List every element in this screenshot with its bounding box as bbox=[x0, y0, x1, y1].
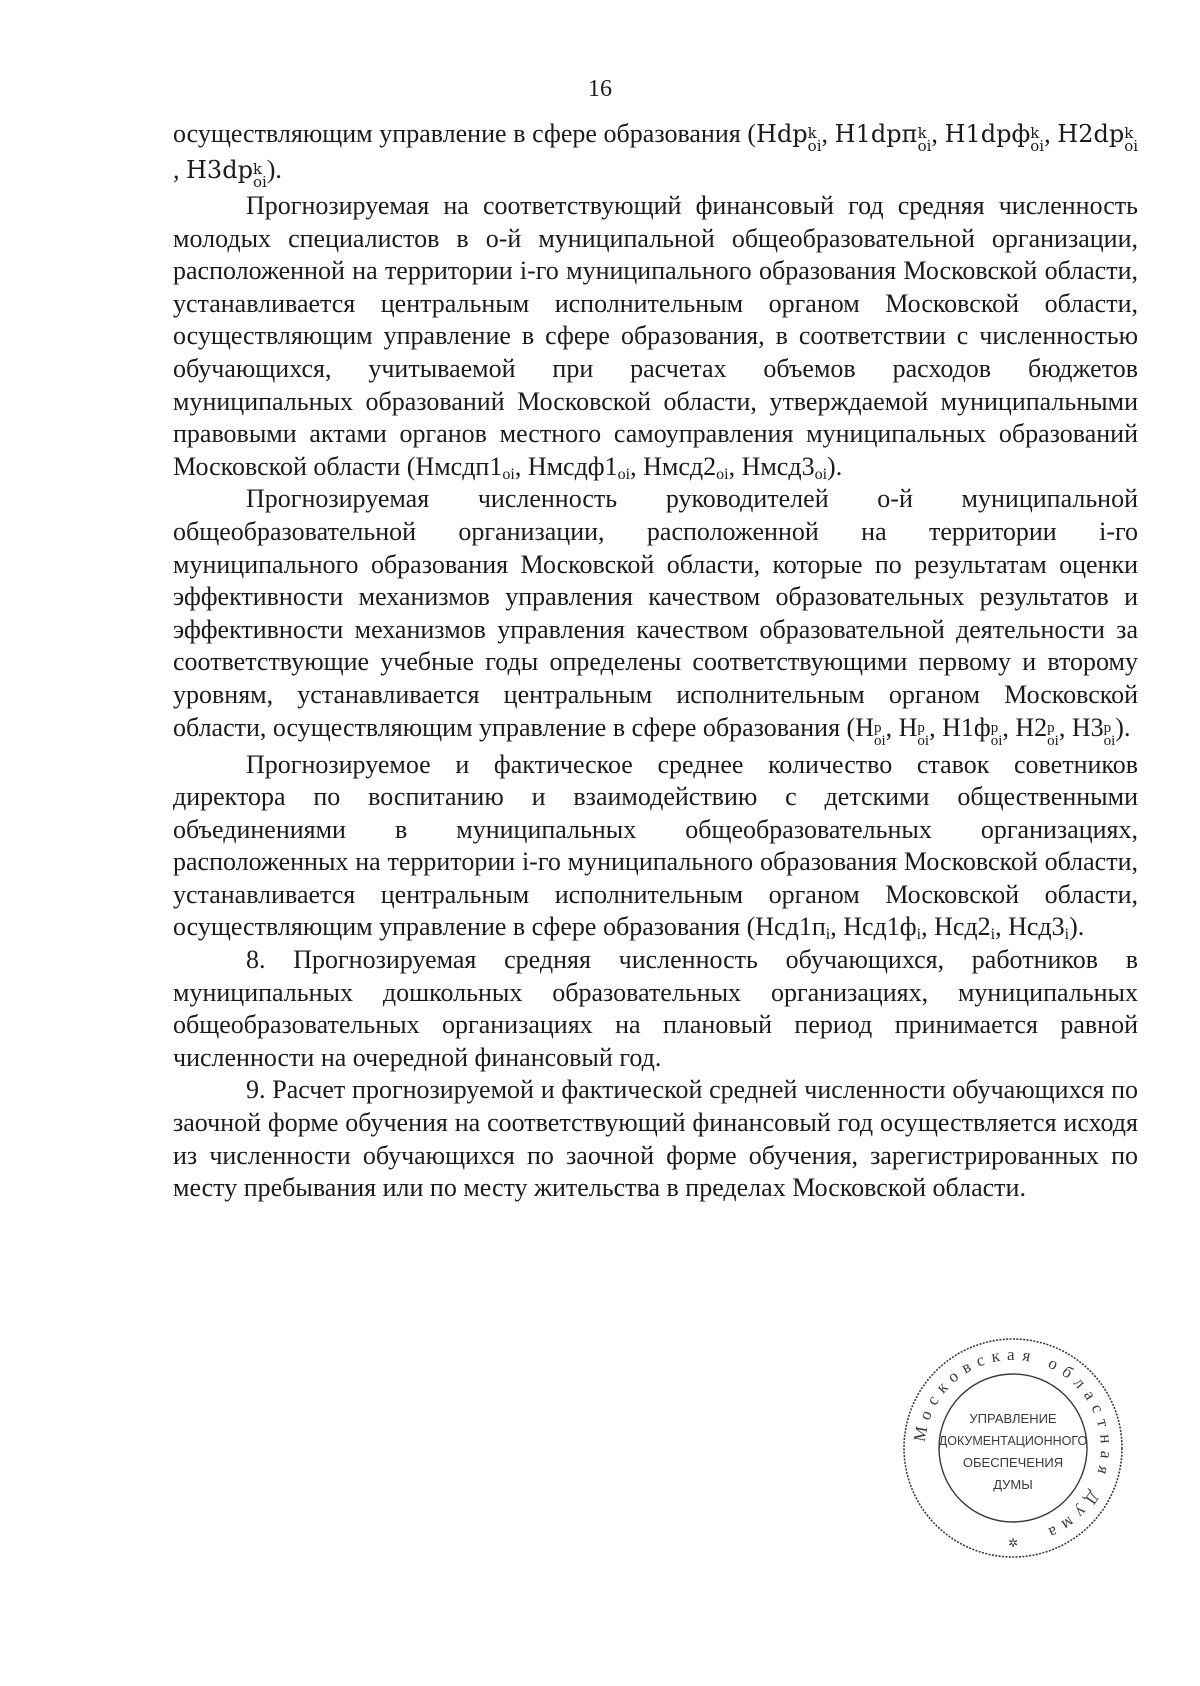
paragraph-3-text: Прогнозируемая численность руководителей о-й муниципальной общеобразовательной организации, расположенной на территории i-го муниципального образования Московской области, которые по результатам оценки эффективности механизмов управления качеством образовательных результатов и эффективности механизмов управления качеством образовательной деятельности за соответствующие учебные годы определены соответствующими первому и второму уровням, устанавливается центральным исполнительным органом Московской области, осуществляющим управление в сфере образования ( bbox=[173, 484, 1138, 742]
formula-h2p: H2 p oi bbox=[1015, 712, 1059, 749]
paragraph-2: Прогнозируемая на соответствующий финансовый год средняя численность молодых специалистов в о-й муниципальной общеобразовательной организации, расположенной на территории i-го муниципального образования Московской области, устанавливается центральным исполнительным органом Московской области, осуществляющим управление в сфере образования, в соответствии с численностью обучающихся, учитываемой при расчетах объемов расходов бюджетов муниципальных образований Московской области, утверждаемой муниципальными правовыми актами органов местного самоуправления муниципальных образований Московской области ($Нмсдп1_{oi}$, $Нмсдф1_{oi}$, $Нмсд2_{oi}$, $Нмсд3_{oi}$). bbox=[173, 191, 1138, 483]
formula-h1fp: H1ф p oi bbox=[942, 712, 1003, 749]
formula-h2dp: H2dp k oi bbox=[1057, 120, 1139, 155]
stamp-star-icon: ✲ bbox=[1007, 1536, 1019, 1550]
paragraph-6: 9. Расчет прогнозируемой и фактической средней численности обучающихся по заочной форме обучения на соответствующий финансовый год осуществляется исходя из численности обучающихся по заочной форме обучения, зарегистрированных по месту пребывания или по месту жительства в пределах Московской области. bbox=[173, 1075, 1138, 1203]
paragraph-5: 8. Прогнозируемая средняя численность обучающихся, работников в муниципальных дошкольных образовательных организациях, муниципальных общеобразовательных организациях на плановый период принимается равной численности на очередной финансовый год. bbox=[173, 945, 1138, 1072]
formula-h3dp: H3dp k oi bbox=[186, 156, 267, 191]
formula-hp-2: H p oi bbox=[898, 712, 930, 749]
stamp-ring-text: Московская областная Дума bbox=[909, 1344, 1117, 1546]
official-stamp bbox=[900, 1335, 1126, 1561]
stamp-outer-ring bbox=[904, 1339, 1122, 1557]
stamp-inner-ring bbox=[939, 1374, 1087, 1522]
formula-nmsd3: $Нмсд3_{oi}$ bbox=[741, 451, 828, 483]
page-number: 16 bbox=[588, 76, 612, 102]
formula-nsd1f: $Нсд1ф_i$ bbox=[843, 912, 922, 944]
formula-nmsdp1: $Нмсдп1_{oi}$ bbox=[415, 451, 515, 483]
paragraph-4: Прогнозируемое и фактическое среднее количество ставок советников директора по воспитанию и взаимодействию с детскими общественными объединениями в муниципальных общеобразовательных организациях, расположенных на территории i-го муниципального образования Московской области, устанавливается центральным исполнительным органом Московской области, осуществляющим управление в сфере образования ($Нсд1п_i$, $Нсд1ф_i$, $Нсд2_i$, $Нсд3_i$). bbox=[173, 749, 1138, 944]
stamp-line-2: ДОКУМЕНТАЦИОННОГО bbox=[938, 1434, 1088, 1448]
document-body bbox=[173, 118, 1138, 1205]
formula-hdp: Hdp k oi bbox=[756, 120, 822, 155]
formula-h1dpp: H1dpп k oi bbox=[834, 120, 932, 155]
formula-nsd1p: $Нсд1п_i$ bbox=[755, 912, 831, 944]
stamp-line-4: ДУМЫ bbox=[993, 1477, 1033, 1492]
formula-h3p: H3 p oi bbox=[1071, 712, 1116, 749]
paragraph-4-text: Прогнозируемое и фактическое среднее количество ставок советников директора по воспитанию и взаимодействию с детскими общественными объединениями в муниципальных общеобразовательных организациях, расположенных на территории i-го муниципального образования Московской области, устанавливается центральным исполнительным органом Московской области, осуществляющим управление в сфере образования ( bbox=[173, 749, 1138, 942]
formula-nsd3: $Нсд3_i$ bbox=[1008, 912, 1070, 944]
formula-nsd2: $Нсд2_i$ bbox=[934, 912, 996, 944]
paragraph-3: Прогнозируемая численность руководителей о-й муниципальной общеобразовательной организации, расположенной на территории i-го муниципального образования Московской области, которые по результатам оценки эффективности механизмов управления качеством образовательных результатов и эффективности механизмов управления качеством образовательной деятельности за соответствующие учебные годы определены соответствующими первому и второму уровням, устанавливается центральным исполнительным органом Московской области, осуществляющим управление в сфере образования (H p oi , H p oi , H1ф p oi , H2 p oi , H3 p oi ). bbox=[173, 484, 1138, 749]
formula-h1dpf: H1dpф k oi bbox=[944, 120, 1045, 155]
formula-hp-1: H p oi bbox=[855, 712, 886, 749]
paragraph-2-text: Прогнозируемая на соответствующий финансовый год средняя численность молодых специалистов в о-й муниципальной общеобразовательной организации, расположенной на территории i-го муниципального образования Московской области, устанавливается центральным исполнительным органом Московской области, осуществляющим управление в сфере образования, в соответствии с численностью обучающихся, учитываемой при расчетах объемов расходов бюджетов муниципальных образований Московской области, утверждаемой муниципальными правовыми актами органов местного самоуправления муниципальных образований Московской области ( bbox=[173, 191, 1138, 481]
stamp-line-1: УПРАВЛЕНИЕ bbox=[969, 1411, 1057, 1426]
paragraph-1: осуществляющим управление в сфере образования (Hdp k oi , H1dpп k oi , H1dpф k oi , H2dp k oi , H3dp k oi ). bbox=[173, 119, 1139, 191]
stamp-line-3: ОБЕСПЕЧЕНИЯ bbox=[962, 1455, 1064, 1470]
formula-nmsd2: $Нмсд2_{oi}$ bbox=[643, 451, 729, 483]
formula-nmsdf1: $Нмсдф1_{oi}$ bbox=[527, 451, 631, 483]
paragraph-1-text: осуществляющим управление в сфере образования ( bbox=[173, 119, 757, 148]
